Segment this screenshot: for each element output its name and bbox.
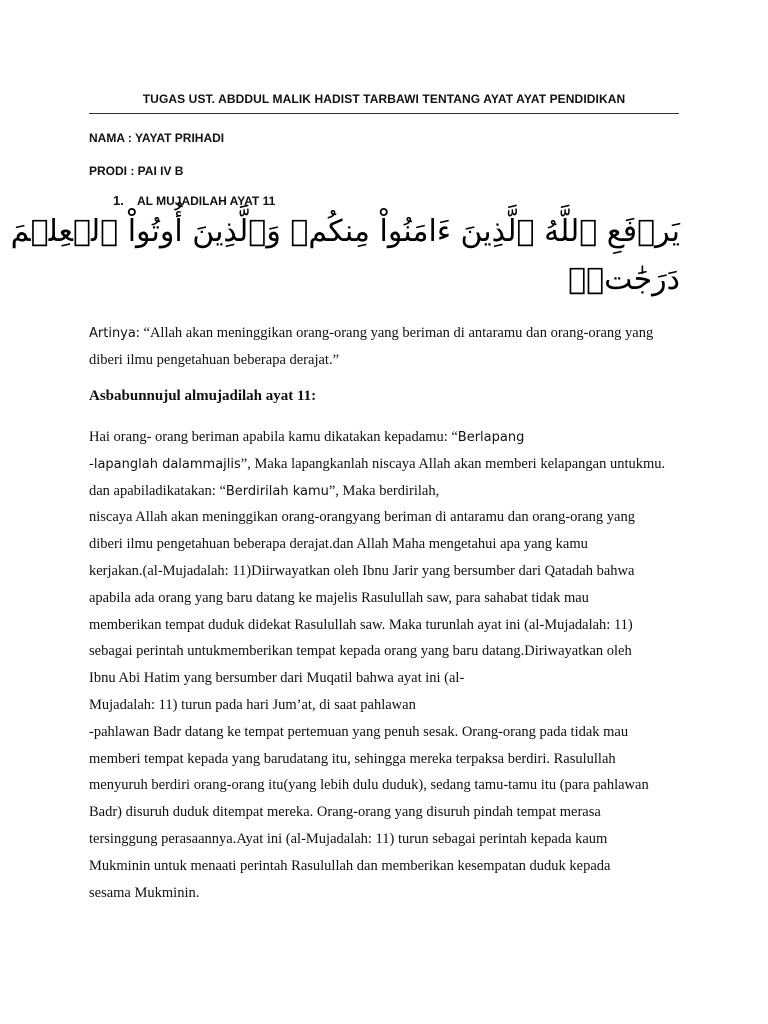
body-line: kerjakan.(al-Mujadalah: 11)Diirwayatkan oleh Ibnu Jarir yang bersumber dari Qatadah bahwa bbox=[89, 562, 635, 579]
quoted-phrase: Berdirilah kamu bbox=[225, 483, 329, 499]
translation-paragraph bbox=[89, 320, 689, 374]
body-line: apabila ada orang yang baru datang ke majelis Rasulullah saw, para sahabat tidak mau bbox=[89, 589, 589, 606]
translation-line: diberi ilmu pengetahuan beberapa derajat.” bbox=[89, 352, 340, 368]
list-heading: AL MUJADILAH AYAT 11 bbox=[137, 194, 276, 208]
body-line: Mukminin untuk menaati perintah Rasulullah dan memberikan kesempatan duduk kepada bbox=[89, 857, 611, 874]
arabic-verse-line-1: يَرۡفَعِ ٱللَّهُ ٱلَّذِينَ ءَامَنُواْ مِنكُمۡ وَٱلَّذِينَ أُوتُواْ ٱلۡعِلۡمَ bbox=[10, 214, 680, 249]
student-prodi: PRODI : PAI IV B bbox=[89, 164, 184, 178]
body-line: sesama Mukminin. bbox=[89, 884, 200, 901]
student-name: NAMA : YAYAT PRIHADI bbox=[89, 131, 225, 145]
body-line: niscaya Allah akan meninggikan orang-orangyang beriman di antaramu dan orang-orang yang bbox=[89, 509, 635, 526]
translation-line bbox=[89, 320, 689, 347]
body-line: menyuruh berdiri orang-orang itu(yang lebih dulu duduk), sedang tamu-tamu itu (para pahlawan bbox=[89, 777, 649, 794]
body-line: sebagai perintah untukmemberikan tempat kepada orang yang baru datang.Diriwayatkan oleh bbox=[89, 643, 632, 660]
body-paragraph bbox=[89, 424, 689, 906]
body-line: memberikan tempat duduk didekat Rasulullah saw. Maka turunlah ayat ini (al-Mujadalah: 11) bbox=[89, 616, 633, 633]
body-line: Badr) disuruh duduk ditempat mereka. Orang-orang yang disuruh pindah tempat merasa bbox=[89, 804, 601, 821]
body-text-span: ”, Maka lapangkanlah niscaya Allah akan memberi kelapangan untukmu. bbox=[240, 455, 666, 472]
body-text-span: - bbox=[89, 455, 94, 472]
body-line: -pahlawan Badr datang ke tempat pertemuan yang penuh sesak. Orang-orang pada tidak mau bbox=[89, 723, 629, 740]
body-text-span: ”, Maka berdirilah, bbox=[328, 482, 440, 499]
body-line: Ibnu Abi Hatim yang bersumber dari Muqatil bahwa ayat ini (al- bbox=[89, 670, 465, 687]
body-line bbox=[89, 424, 689, 451]
numbered-item bbox=[113, 193, 275, 208]
body-line: tersinggung perasaannya.Ayat ini (al-Mujadalah: 11) turun sebagai perintah kepada kaum bbox=[89, 830, 608, 847]
list-number: 1. bbox=[113, 193, 124, 208]
body-line bbox=[89, 478, 689, 505]
body-line: diberi ilmu pengetahuan beberapa derajat.dan Allah Maha mengetahui apa yang kamu bbox=[89, 536, 588, 553]
body-line: memberi tempat kepada yang barudatang itu, sehingga mereka terpaksa berdiri. Rasulullah bbox=[89, 750, 616, 767]
arabic-verse-line-2: دَرَجَٰتٖۚ bbox=[568, 262, 680, 297]
section-heading: Asbabunnujul almujadilah ayat 11: bbox=[89, 388, 317, 404]
quoted-phrase: lapanglah dalammajlis bbox=[93, 456, 241, 472]
header-divider bbox=[89, 113, 679, 114]
document-title: TUGAS UST. ABDDUL MALIK HADIST TARBAWI TENTANG AYAT AYAT PENDIDIKAN bbox=[142, 92, 626, 106]
quoted-phrase: Berlapang bbox=[457, 430, 525, 445]
body-line: Mujadalah: 11) turun pada hari Jum’at, di saat pahlawan bbox=[89, 696, 416, 713]
translation-label: Artinya bbox=[89, 326, 136, 341]
body-line bbox=[89, 451, 689, 478]
body-text-span: dan apabiladikatakan: “ bbox=[89, 482, 226, 499]
body-text-span: Hai orang- orang beriman apabila kamu dikatakan kepadamu: “ bbox=[89, 429, 458, 445]
translation-text: : “Allah akan meninggikan orang-orang yang beriman di antaramu dan orang-orang yang bbox=[135, 325, 654, 341]
